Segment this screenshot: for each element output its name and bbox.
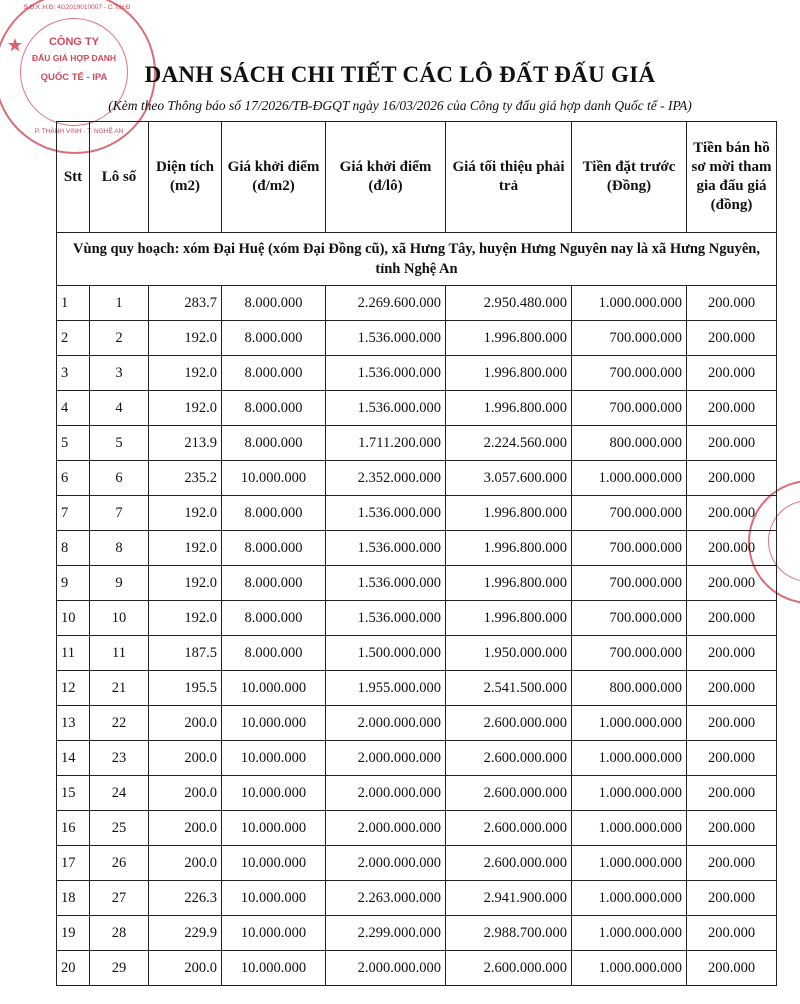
- document-title: DANH SÁCH CHI TIẾT CÁC LÔ ĐẤT ĐẤU GIÁ: [144, 62, 656, 87]
- start-price-m2-cell: 10.000.000: [222, 706, 326, 741]
- stt-cell: 11: [57, 636, 90, 671]
- deposit-cell: 1.000.000.000: [572, 706, 687, 741]
- start-price-lot-cell: 1.536.000.000: [326, 496, 446, 531]
- area-cell: 187.5: [149, 636, 222, 671]
- start-price-m2-cell: 10.000.000: [222, 846, 326, 881]
- col-header-lot-number: Lô số: [90, 122, 149, 233]
- lot-number-cell: 8: [90, 531, 149, 566]
- area-cell: 229.9: [149, 916, 222, 951]
- start-price-m2-cell: 8.000.000: [222, 321, 326, 356]
- deposit-cell: 800.000.000: [572, 671, 687, 706]
- dossier-fee-cell: 200.000: [687, 356, 777, 391]
- minimum-payment-cell: 1.996.800.000: [446, 531, 572, 566]
- area-cell: 200.0: [149, 811, 222, 846]
- lot-number-cell: 11: [90, 636, 149, 671]
- start-price-m2-cell: 10.000.000: [222, 461, 326, 496]
- area-cell: 192.0: [149, 531, 222, 566]
- deposit-cell: 1.000.000.000: [572, 776, 687, 811]
- table-row: [57, 531, 777, 566]
- start-price-m2-cell: 8.000.000: [222, 391, 326, 426]
- start-price-m2-cell: 10.000.000: [222, 671, 326, 706]
- stt-cell: 1: [57, 286, 90, 321]
- deposit-cell: 700.000.000: [572, 601, 687, 636]
- table-row: [57, 776, 777, 811]
- deposit-cell: 700.000.000: [572, 531, 687, 566]
- area-cell: 192.0: [149, 566, 222, 601]
- deposit-cell: 800.000.000: [572, 426, 687, 461]
- area-cell: 200.0: [149, 846, 222, 881]
- deposit-cell: 700.000.000: [572, 391, 687, 426]
- dossier-fee-cell: 200.000: [687, 496, 777, 531]
- table-row: [57, 671, 777, 706]
- minimum-payment-cell: 1.996.800.000: [446, 601, 572, 636]
- table-row: [57, 426, 777, 461]
- area-cell: 195.5: [149, 671, 222, 706]
- seal-line-2: ĐẤU GIÁ HỢP DANH: [31, 53, 117, 63]
- table-row: [57, 601, 777, 636]
- start-price-lot-cell: 2.263.000.000: [326, 881, 446, 916]
- minimum-payment-cell: 1.996.800.000: [446, 321, 572, 356]
- start-price-m2-cell: 8.000.000: [222, 356, 326, 391]
- col-header-minimum-payment: Giá tối thiệu phải trả: [446, 122, 572, 233]
- dossier-fee-cell: 200.000: [687, 636, 777, 671]
- dossier-fee-cell: 200.000: [687, 881, 777, 916]
- table-row: [57, 811, 777, 846]
- minimum-payment-cell: 2.600.000.000: [446, 741, 572, 776]
- table-row: [57, 846, 777, 881]
- area-cell: 226.3: [149, 881, 222, 916]
- start-price-lot-cell: 1.536.000.000: [326, 391, 446, 426]
- start-price-lot-cell: 1.955.000.000: [326, 671, 446, 706]
- start-price-lot-cell: 2.000.000.000: [326, 706, 446, 741]
- dossier-fee-cell: 200.000: [687, 321, 777, 356]
- deposit-cell: 1.000.000.000: [572, 846, 687, 881]
- lot-number-cell: 23: [90, 741, 149, 776]
- table-row: [57, 461, 777, 496]
- minimum-payment-cell: 2.224.560.000: [446, 426, 572, 461]
- lot-number-cell: 29: [90, 951, 149, 986]
- start-price-lot-cell: 2.000.000.000: [326, 846, 446, 881]
- minimum-payment-cell: 2.600.000.000: [446, 776, 572, 811]
- dossier-fee-cell: 200.000: [687, 951, 777, 986]
- minimum-payment-cell: 2.600.000.000: [446, 951, 572, 986]
- dossier-fee-cell: 200.000: [687, 916, 777, 951]
- start-price-lot-cell: 1.711.200.000: [326, 426, 446, 461]
- start-price-lot-cell: 2.269.600.000: [326, 286, 446, 321]
- table-row: [57, 636, 777, 671]
- minimum-payment-cell: 2.600.000.000: [446, 811, 572, 846]
- seal-ring-top: S.Đ.K.H.Đ: 4G2019010007 - C.T.H.Đ: [23, 4, 131, 11]
- start-price-m2-cell: 10.000.000: [222, 951, 326, 986]
- deposit-cell: 700.000.000: [572, 321, 687, 356]
- region-cell: Vùng quy hoạch: xóm Đại Huệ (xóm Đại Đồng cũ), xã Hưng Tây, huyện Hưng Nguyên nay là xã Hưng Nguyên, tỉnh Nghệ An: [57, 233, 777, 286]
- start-price-lot-cell: 1.536.000.000: [326, 531, 446, 566]
- start-price-lot-cell: 2.299.000.000: [326, 916, 446, 951]
- table-row: [57, 321, 777, 356]
- lot-number-cell: 1: [90, 286, 149, 321]
- lot-number-cell: 2: [90, 321, 149, 356]
- stt-cell: 9: [57, 566, 90, 601]
- table-row: [57, 881, 777, 916]
- region-row: [57, 233, 777, 286]
- stt-cell: 5: [57, 426, 90, 461]
- deposit-cell: 1.000.000.000: [572, 286, 687, 321]
- minimum-payment-cell: 2.600.000.000: [446, 846, 572, 881]
- start-price-lot-cell: 2.000.000.000: [326, 811, 446, 846]
- start-price-m2-cell: 8.000.000: [222, 286, 326, 321]
- document-subtitle: (Kèm theo Thông báo số 17/2026/TB-ĐGQT ngày 16/03/2026 của Công ty đấu giá hợp danh Quốc tế - IPA): [108, 98, 692, 113]
- lot-number-cell: 27: [90, 881, 149, 916]
- start-price-m2-cell: 8.000.000: [222, 636, 326, 671]
- deposit-cell: 700.000.000: [572, 496, 687, 531]
- stt-cell: 10: [57, 601, 90, 636]
- area-cell: 200.0: [149, 951, 222, 986]
- start-price-m2-cell: 8.000.000: [222, 496, 326, 531]
- lot-number-cell: 26: [90, 846, 149, 881]
- table-row: [57, 566, 777, 601]
- lot-number-cell: 22: [90, 706, 149, 741]
- start-price-lot-cell: 2.000.000.000: [326, 776, 446, 811]
- start-price-m2-cell: 8.000.000: [222, 601, 326, 636]
- start-price-lot-cell: 2.352.000.000: [326, 461, 446, 496]
- stt-cell: 7: [57, 496, 90, 531]
- start-price-lot-cell: 1.536.000.000: [326, 601, 446, 636]
- stt-cell: 12: [57, 671, 90, 706]
- start-price-m2-cell: 10.000.000: [222, 916, 326, 951]
- lot-number-cell: 9: [90, 566, 149, 601]
- start-price-m2-cell: 8.000.000: [222, 566, 326, 601]
- dossier-fee-cell: 200.000: [687, 811, 777, 846]
- area-cell: 235.2: [149, 461, 222, 496]
- table-row: [57, 286, 777, 321]
- stt-cell: 2: [57, 321, 90, 356]
- dossier-fee-cell: 200.000: [687, 776, 777, 811]
- col-header-stt: Stt: [57, 122, 90, 233]
- area-cell: 192.0: [149, 356, 222, 391]
- stt-cell: 20: [57, 951, 90, 986]
- stt-cell: 17: [57, 846, 90, 881]
- minimum-payment-cell: 1.996.800.000: [446, 391, 572, 426]
- stt-cell: 4: [57, 391, 90, 426]
- deposit-cell: 1.000.000.000: [572, 881, 687, 916]
- col-header-dossier-fee: Tiền bán hồ sơ mời tham gia đấu giá (đồng): [687, 122, 777, 233]
- start-price-lot-cell: 1.536.000.000: [326, 356, 446, 391]
- area-cell: 192.0: [149, 321, 222, 356]
- dossier-fee-cell: 200.000: [687, 461, 777, 496]
- table-header-row: [57, 122, 777, 233]
- dossier-fee-cell: 200.000: [687, 706, 777, 741]
- table-row: [57, 496, 777, 531]
- deposit-cell: 1.000.000.000: [572, 741, 687, 776]
- stt-cell: 8: [57, 531, 90, 566]
- table-row: [57, 356, 777, 391]
- lot-number-cell: 7: [90, 496, 149, 531]
- stt-cell: 6: [57, 461, 90, 496]
- lot-number-cell: 21: [90, 671, 149, 706]
- start-price-lot-cell: 1.536.000.000: [326, 566, 446, 601]
- start-price-lot-cell: 1.536.000.000: [326, 321, 446, 356]
- deposit-cell: 1.000.000.000: [572, 951, 687, 986]
- deposit-cell: 1.000.000.000: [572, 916, 687, 951]
- minimum-payment-cell: 2.541.500.000: [446, 671, 572, 706]
- dossier-fee-cell: 200.000: [687, 601, 777, 636]
- area-cell: 200.0: [149, 741, 222, 776]
- dossier-fee-cell: 200.000: [687, 741, 777, 776]
- table-row: [57, 741, 777, 776]
- dossier-fee-cell: 200.000: [687, 426, 777, 461]
- dossier-fee-cell: 200.000: [687, 286, 777, 321]
- auction-lots-table: [56, 121, 777, 986]
- dossier-fee-cell: 200.000: [687, 671, 777, 706]
- minimum-payment-cell: 1.996.800.000: [446, 356, 572, 391]
- deposit-cell: 700.000.000: [572, 566, 687, 601]
- stt-cell: 18: [57, 881, 90, 916]
- start-price-m2-cell: 10.000.000: [222, 776, 326, 811]
- area-cell: 192.0: [149, 601, 222, 636]
- table-row: [57, 706, 777, 741]
- start-price-m2-cell: 8.000.000: [222, 531, 326, 566]
- minimum-payment-cell: 1.996.800.000: [446, 566, 572, 601]
- start-price-m2-cell: 8.000.000: [222, 426, 326, 461]
- col-header-deposit: Tiền đặt trước (Đồng): [572, 122, 687, 233]
- deposit-cell: 1.000.000.000: [572, 461, 687, 496]
- deposit-cell: 700.000.000: [572, 356, 687, 391]
- table-row: [57, 951, 777, 986]
- lot-number-cell: 6: [90, 461, 149, 496]
- area-cell: 283.7: [149, 286, 222, 321]
- lot-number-cell: 25: [90, 811, 149, 846]
- start-price-lot-cell: 1.500.000.000: [326, 636, 446, 671]
- lot-number-cell: 4: [90, 391, 149, 426]
- start-price-lot-cell: 2.000.000.000: [326, 951, 446, 986]
- seal-ring-bottom: P. THÀNH VINH - T. NGHỆ AN: [34, 128, 124, 135]
- area-cell: 192.0: [149, 496, 222, 531]
- seal-star-icon: [8, 38, 22, 52]
- minimum-payment-cell: 1.996.800.000: [446, 496, 572, 531]
- lot-number-cell: 5: [90, 426, 149, 461]
- area-cell: 200.0: [149, 706, 222, 741]
- start-price-m2-cell: 10.000.000: [222, 741, 326, 776]
- stt-cell: 19: [57, 916, 90, 951]
- stt-cell: 16: [57, 811, 90, 846]
- minimum-payment-cell: 1.950.000.000: [446, 636, 572, 671]
- area-cell: 192.0: [149, 391, 222, 426]
- dossier-fee-cell: 200.000: [687, 531, 777, 566]
- start-price-m2-cell: 10.000.000: [222, 811, 326, 846]
- col-header-start-price-per-m2: Giá khởi điểm (đ/m2): [222, 122, 326, 233]
- lot-number-cell: 10: [90, 601, 149, 636]
- lot-number-cell: 24: [90, 776, 149, 811]
- area-cell: 200.0: [149, 776, 222, 811]
- col-header-area: Diện tích (m2): [149, 122, 222, 233]
- table-row: [57, 391, 777, 426]
- lot-number-cell: 28: [90, 916, 149, 951]
- col-header-start-price-per-lot: Giá khởi điểm (đ/lô): [326, 122, 446, 233]
- minimum-payment-cell: 3.057.600.000: [446, 461, 572, 496]
- table-row: [57, 916, 777, 951]
- deposit-cell: 700.000.000: [572, 636, 687, 671]
- seal-line-1: CÔNG TY: [48, 36, 100, 48]
- minimum-payment-cell: 2.600.000.000: [446, 706, 572, 741]
- stt-cell: 15: [57, 776, 90, 811]
- minimum-payment-cell: 2.988.700.000: [446, 916, 572, 951]
- area-cell: 213.9: [149, 426, 222, 461]
- seal-line-3: QUỐC TẾ - IPA: [40, 72, 108, 83]
- deposit-cell: 1.000.000.000: [572, 811, 687, 846]
- lot-number-cell: 3: [90, 356, 149, 391]
- stt-cell: 3: [57, 356, 90, 391]
- stt-cell: 13: [57, 706, 90, 741]
- start-price-m2-cell: 10.000.000: [222, 881, 326, 916]
- minimum-payment-cell: 2.941.900.000: [446, 881, 572, 916]
- start-price-lot-cell: 2.000.000.000: [326, 741, 446, 776]
- stt-cell: 14: [57, 741, 90, 776]
- dossier-fee-cell: 200.000: [687, 391, 777, 426]
- minimum-payment-cell: 2.950.480.000: [446, 286, 572, 321]
- dossier-fee-cell: 200.000: [687, 846, 777, 881]
- dossier-fee-cell: 200.000: [687, 566, 777, 601]
